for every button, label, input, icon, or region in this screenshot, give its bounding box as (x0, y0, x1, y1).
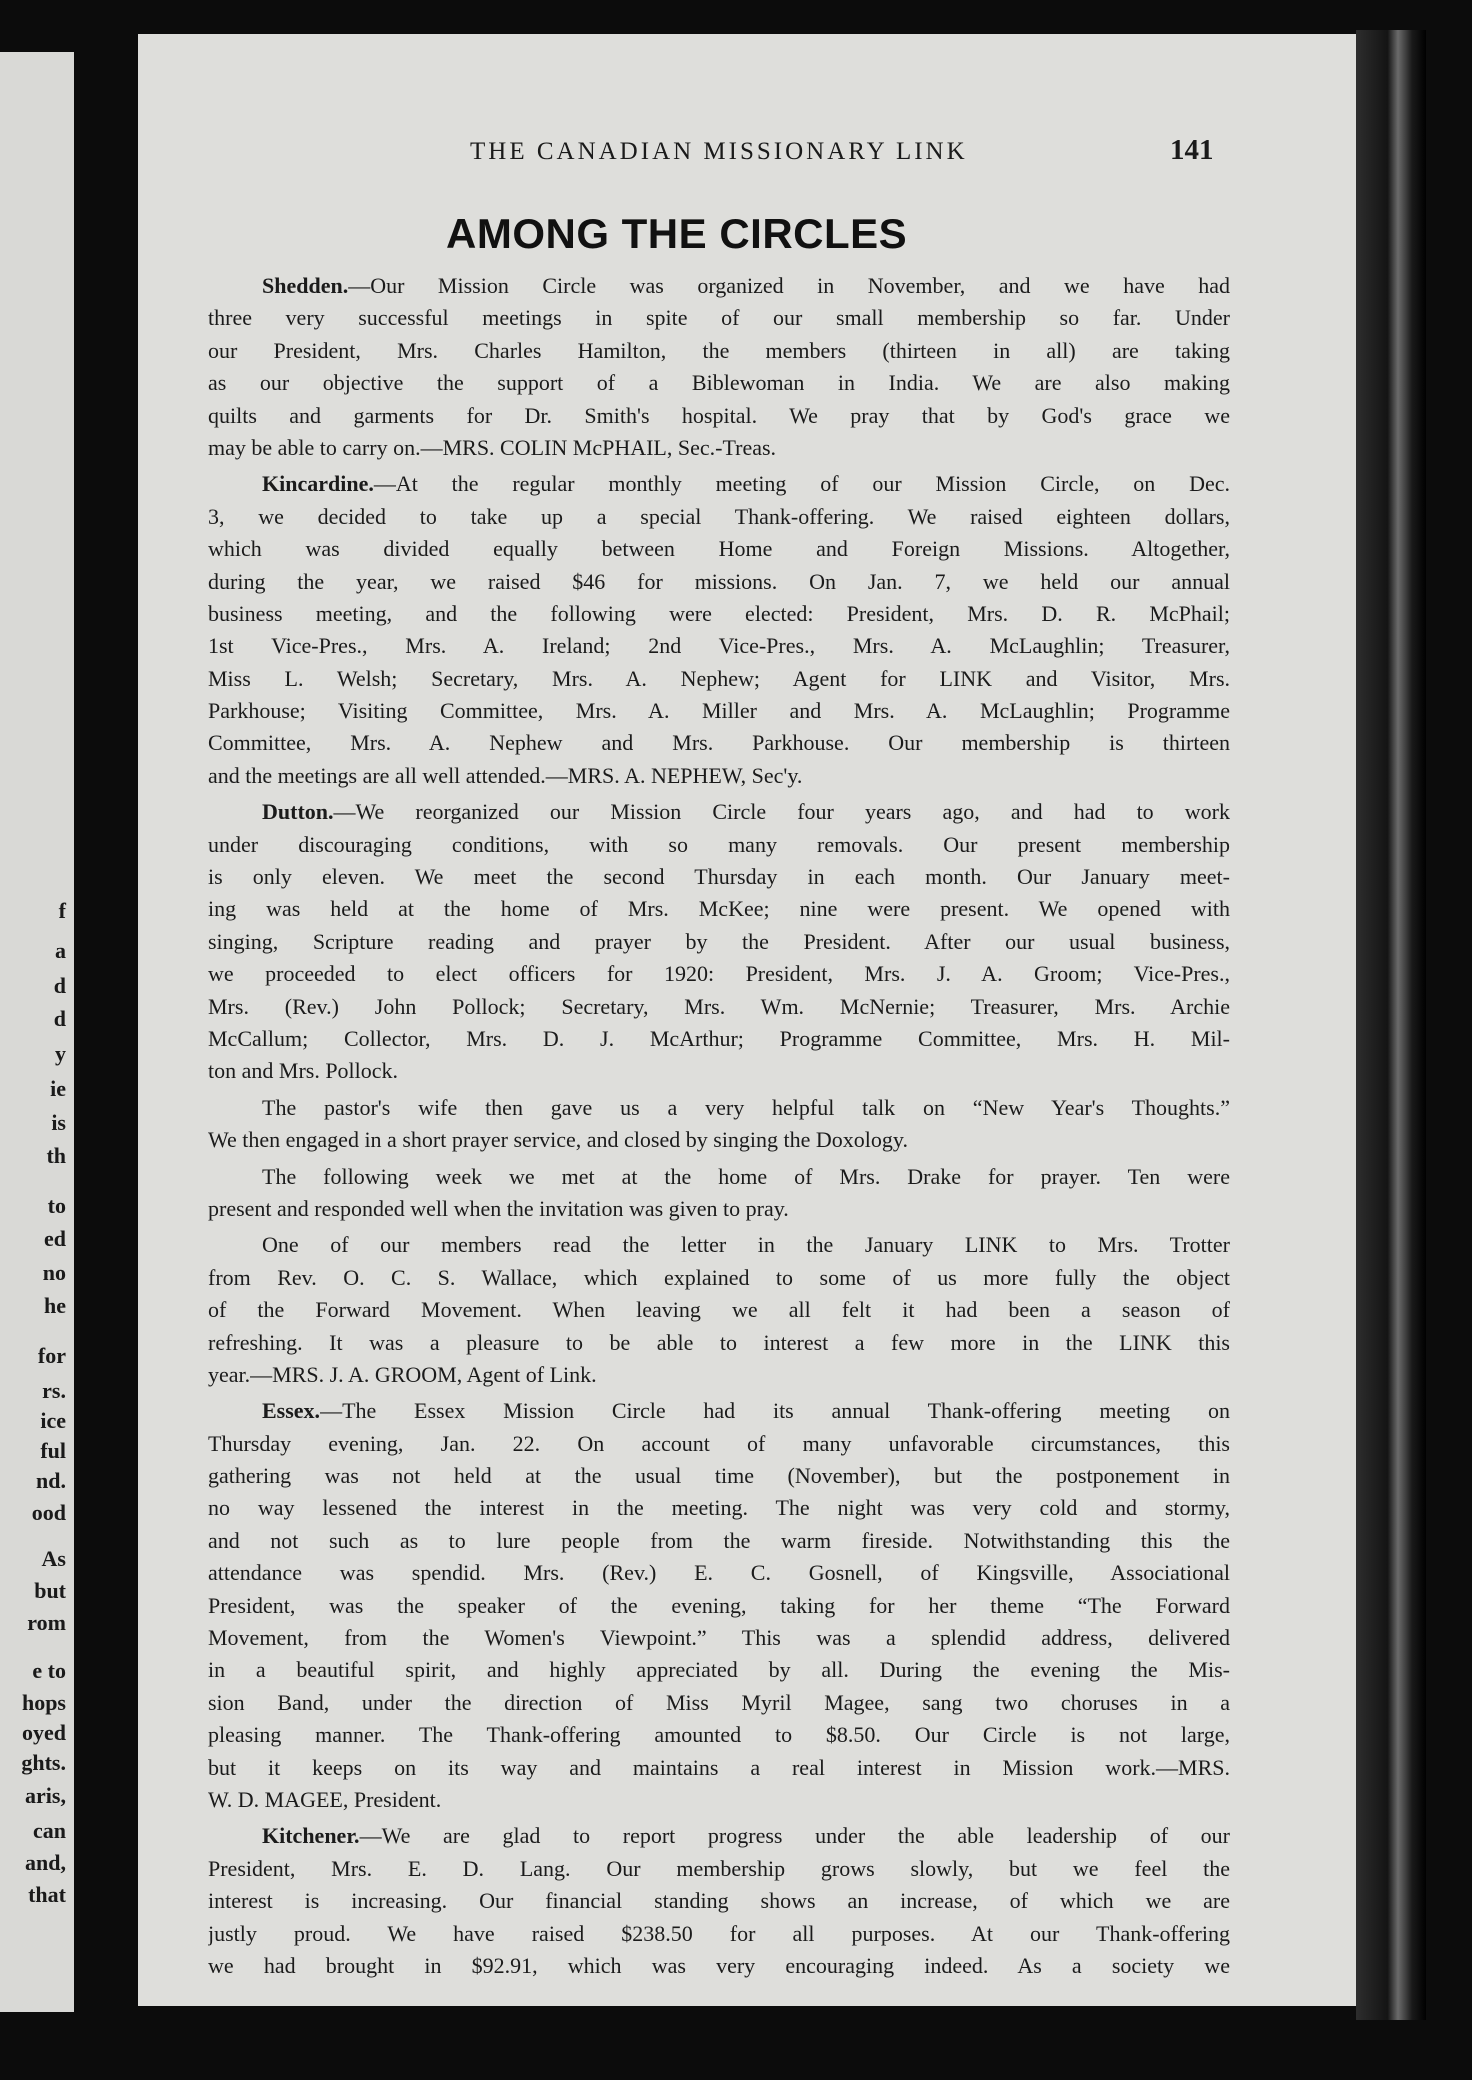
left-page-fragment: that (28, 1882, 66, 1907)
line-text: The pastor's wife then gave us a very helpful talk on “New Year's Thoughts.” (262, 1094, 1230, 1120)
line-text: sion Band, under the direction of Miss Myril Magee, sang two choruses in a (208, 1689, 1230, 1715)
line-text: refreshing. It was a pleasure to be able to interest a few more in the LINK this (208, 1329, 1230, 1355)
text-line (208, 566, 1230, 598)
running-head: THE CANADIAN MISSIONARY LINK (470, 138, 968, 165)
line-text: as our objective the support of a Biblewoman in India. We are also making (208, 370, 1230, 396)
text-line (208, 1294, 1230, 1326)
left-page-fragment: for (37, 1343, 66, 1368)
line-text: Thursday evening, Jan. 22. On account of many unfavorable circumstances, this (208, 1430, 1230, 1456)
line-text: President, Mrs. E. D. Lang. Our membership grows slowly, but we feel the (208, 1855, 1230, 1881)
left-page-fragment: nd. (36, 1468, 66, 1493)
paragraph (208, 796, 1230, 1088)
paragraph (208, 1820, 1230, 1982)
left-page-fragment: a (55, 938, 66, 963)
line-text: singing, Scripture reading and prayer by the President. After our usual business, (208, 928, 1230, 954)
left-page-fragment: y (55, 1041, 66, 1066)
line-text: three very successful meetings in spite of our small membership so far. Under (208, 305, 1230, 331)
line-text: W. D. MAGEE, President. (208, 1786, 442, 1812)
line-text: during the year, we raised $46 for missions. On Jan. 7, we held our annual (208, 568, 1230, 594)
text-line (208, 861, 1230, 893)
line-text: we had brought in $92.91, which was very encouraging indeed. As a society we (208, 1952, 1230, 1978)
left-page-fragment: e to (32, 1658, 66, 1683)
text-line (208, 663, 1230, 695)
left-page-fragment: no (42, 1260, 66, 1285)
line-text: and not such as to lure people from the warm fireside. Notwithstanding this the (208, 1527, 1230, 1553)
line-text: One of our members read the letter in the January LINK to Mrs. Trotter (262, 1232, 1230, 1258)
paragraph (208, 1395, 1230, 1816)
text-line (208, 1557, 1230, 1589)
text-line (208, 1023, 1230, 1055)
line-text: is only eleven. We meet the second Thursday in each month. Our January meet- (208, 864, 1230, 890)
article-body (208, 270, 1230, 1982)
left-page-fragment: rs. (42, 1378, 66, 1403)
left-page-fragment: to (47, 1193, 66, 1218)
circle-name-heading: Dutton. (262, 799, 334, 825)
text-line (208, 367, 1230, 399)
text-line (208, 1820, 1230, 1852)
line-text: under discouraging conditions, with so many removals. Our present membership (208, 831, 1230, 857)
text-line (208, 598, 1230, 630)
text-line (208, 1161, 1230, 1193)
text-line (208, 727, 1230, 759)
line-text: our President, Mrs. Charles Hamilton, the members (thirteen in all) are taking (208, 337, 1230, 363)
left-page-fragment: rom (27, 1610, 66, 1635)
line-text: Parkhouse; Visiting Committee, Mrs. A. Miller and Mrs. A. McLaughlin; Programme (208, 698, 1230, 724)
line-text: business meeting, and the following were elected: President, Mrs. D. R. McPhail; (208, 600, 1230, 626)
left-page-fragment: oyed (22, 1720, 66, 1745)
left-page-fragment: ood (31, 1500, 66, 1525)
line-text: Miss L. Welsh; Secretary, Mrs. A. Nephew; Agent for LINK and Visitor, Mrs. (208, 665, 1230, 691)
paragraph (208, 1092, 1230, 1157)
page-number: 141 (1170, 134, 1214, 166)
left-page-fragment: and, (25, 1850, 66, 1875)
left-page-fragment: d (53, 973, 66, 998)
text-line (208, 796, 1230, 828)
line-text: which was divided equally between Home and Foreign Missions. Altogether, (208, 536, 1230, 562)
text-line (208, 468, 1230, 500)
line-text: —At the regular monthly meeting of our Mission Circle, on Dec. (373, 471, 1230, 497)
line-text: —The Essex Mission Circle had its annual Thank-offering meeting on (320, 1398, 1230, 1424)
left-page-margin-fragments (0, 52, 74, 2012)
line-text: in a beautiful spirit, and highly appreciated by all. During the evening the Mis- (208, 1657, 1230, 1683)
text-line (208, 893, 1230, 925)
text-line (208, 533, 1230, 565)
left-page-fragment: aris, (25, 1783, 66, 1808)
text-line (208, 501, 1230, 533)
left-page-fragment: hops (21, 1690, 66, 1715)
text-line (208, 1327, 1230, 1359)
line-text: ton and Mrs. Pollock. (208, 1058, 399, 1084)
paragraph (208, 1229, 1230, 1391)
text-line (208, 1124, 1230, 1156)
paragraph (208, 270, 1230, 464)
text-line (208, 432, 1230, 464)
left-page-fragment: can (33, 1818, 66, 1843)
circle-name-heading: Shedden. (262, 273, 349, 298)
line-text: year.—MRS. J. A. GROOM, Agent of Link. (208, 1361, 597, 1387)
line-text: —We are glad to report progress under the able leadership of our (359, 1823, 1230, 1849)
line-text: but it keeps on its way and maintains a real interest in Mission work.—MRS. (208, 1754, 1230, 1780)
line-text: justly proud. We have raised $238.50 for all purposes. At our Thank-offering (208, 1920, 1230, 1946)
line-text: no way lessened the interest in the meeting. The night was very cold and stormy, (208, 1495, 1230, 1521)
line-text: McCallum; Collector, Mrs. D. J. McArthur; Programme Committee, Mrs. H. Mil- (208, 1025, 1230, 1051)
line-text: from Rev. O. C. S. Wallace, which explained to some of us more fully the object (208, 1264, 1230, 1290)
line-text: Committee, Mrs. A. Nephew and Mrs. Parkhouse. Our membership is thirteen (208, 730, 1230, 756)
line-text: we proceeded to elect officers for 1920: President, Mrs. J. A. Groom; Vice-Pres., (208, 961, 1230, 987)
text-line (208, 302, 1230, 334)
line-text: The following week we met at the home of Mrs. Drake for prayer. Ten were (262, 1163, 1230, 1189)
left-page-fragment: ghts. (21, 1750, 66, 1775)
line-text: of the Forward Movement. When leaving we all felt it had been a season of (208, 1297, 1230, 1323)
left-page-fragment: f (58, 898, 66, 923)
text-line (208, 630, 1230, 662)
line-text: interest is increasing. Our financial standing shows an increase, of which we are (208, 1888, 1230, 1914)
text-line (208, 991, 1230, 1023)
line-text: and the meetings are all well attended.—MRS. A. NEPHEW, Sec'y. (208, 762, 803, 788)
text-line (208, 695, 1230, 727)
line-text: We then engaged in a short prayer service, and closed by singing the Doxology. (208, 1127, 908, 1153)
text-line (208, 400, 1230, 432)
left-page-fragment: ie (50, 1076, 66, 1101)
text-line (208, 958, 1230, 990)
line-text: present and responded well when the invitation was given to pray. (208, 1195, 789, 1221)
text-line (208, 1918, 1230, 1950)
text-line (208, 1950, 1230, 1982)
left-page-fragment: ful (40, 1438, 66, 1463)
text-line (208, 1055, 1230, 1087)
left-page-fragment: but (34, 1578, 66, 1603)
left-page-fragment: he (44, 1293, 66, 1318)
line-text: may be able to carry on.—MRS. COLIN McPHAIL, Sec.-Treas. (208, 434, 777, 460)
left-page-fragment: th (46, 1143, 66, 1168)
line-text: —We reorganized our Mission Circle four years ago, and had to work (333, 799, 1230, 825)
section-title: AMONG THE CIRCLES (446, 210, 908, 257)
text-line (208, 1492, 1230, 1524)
left-page-fragment: ed (44, 1226, 66, 1251)
book-spine-edge (1356, 30, 1426, 2020)
paragraph (208, 468, 1230, 792)
line-text: attendance was spendid. Mrs. (Rev.) E. C. Gosnell, of Kingsville, Associational (208, 1560, 1230, 1586)
text-line (208, 270, 1230, 302)
line-text: 1st Vice-Pres., Mrs. A. Ireland; 2nd Vice-Pres., Mrs. A. McLaughlin; Treasurer, (208, 633, 1230, 659)
left-page-fragment: ice (40, 1408, 66, 1433)
line-text: ing was held at the home of Mrs. McKee; nine were present. We opened with (208, 896, 1230, 922)
text-line (208, 829, 1230, 861)
text-line (208, 335, 1230, 367)
line-text: —Our Mission Circle was organized in November, and we have had (348, 273, 1230, 298)
line-text: President, was the speaker of the evening, taking for her theme “The Forward (208, 1592, 1230, 1618)
text-line (208, 926, 1230, 958)
text-line (208, 1622, 1230, 1654)
line-text: 3, we decided to take up a special Thank-offering. We raised eighteen dollars, (208, 503, 1230, 529)
text-line (208, 1654, 1230, 1686)
text-line (208, 1885, 1230, 1917)
text-line (208, 1752, 1230, 1784)
text-line (208, 1229, 1230, 1261)
line-text: Mrs. (Rev.) John Pollock; Secretary, Mrs. Wm. McNernie; Treasurer, Mrs. Archie (208, 993, 1230, 1019)
circle-name-heading: Essex. (262, 1398, 321, 1424)
line-text: pleasing manner. The Thank-offering amounted to $8.50. Our Circle is not large, (208, 1722, 1230, 1748)
text-line (208, 1784, 1230, 1816)
text-line (208, 1395, 1230, 1427)
text-line (208, 1719, 1230, 1751)
text-line (208, 1193, 1230, 1225)
text-line (208, 1359, 1230, 1391)
line-text: Movement, from the Women's Viewpoint.” This was a splendid address, delivered (208, 1625, 1230, 1651)
text-line (208, 1262, 1230, 1294)
circle-name-heading: Kitchener. (262, 1823, 360, 1849)
left-page-fragment: d (53, 1006, 66, 1031)
left-page-fragment: As (41, 1546, 66, 1571)
line-text: quilts and garments for Dr. Smith's hospital. We pray that by God's grace we (208, 402, 1230, 428)
text-line (208, 1428, 1230, 1460)
line-text: gathering was not held at the usual time (November), but the postponement in (208, 1463, 1230, 1489)
left-page-fragment: is (51, 1110, 66, 1135)
text-line (208, 1853, 1230, 1885)
text-line (208, 1525, 1230, 1557)
text-line (208, 1092, 1230, 1124)
text-line (208, 760, 1230, 792)
circle-name-heading: Kincardine. (262, 471, 374, 497)
text-line (208, 1687, 1230, 1719)
text-line (208, 1590, 1230, 1622)
text-line (208, 1460, 1230, 1492)
paragraph (208, 1161, 1230, 1226)
